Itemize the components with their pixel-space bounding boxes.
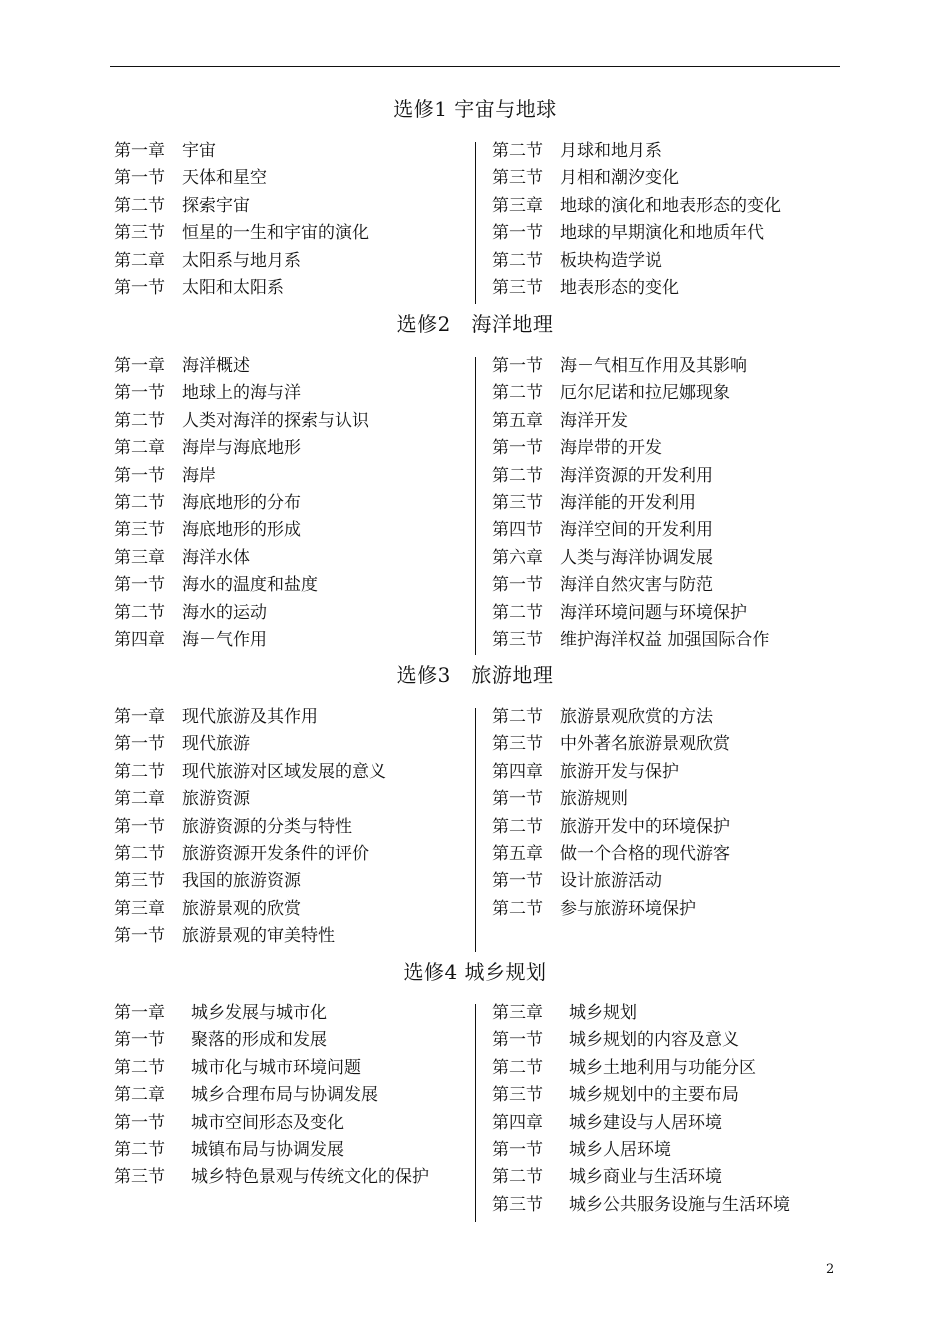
entry-number: 第二节 (114, 1139, 165, 1160)
toc-entry (492, 248, 842, 275)
entry-title: 旅游景观的欣赏 (182, 898, 301, 919)
entry-title: 海洋概述 (182, 356, 250, 376)
entry-title: 天体和星空 (182, 168, 267, 189)
entry-title: 中外著名旅游景观欣赏 (560, 734, 730, 755)
entry-title: 海洋开发 (560, 410, 628, 431)
toc-right-column (492, 138, 842, 302)
entry-number: 第一节 (492, 871, 543, 892)
entry-number: 第一节 (114, 383, 165, 404)
entry-title: 做一个合格的现代游客 (560, 843, 730, 864)
entry-title: 海－气相互作用及其影响 (560, 356, 747, 376)
entry-number: 第二节 (492, 898, 543, 919)
entry-number: 第二节 (492, 602, 543, 623)
toc-entry (114, 193, 474, 220)
entry-title: 现代旅游 (182, 734, 250, 755)
entry-title: 城乡特色景观与传统文化的保护 (191, 1167, 429, 1188)
entry-number: 第一节 (114, 575, 165, 596)
entry-number: 第一章 (114, 356, 165, 376)
toc-entry (114, 1164, 474, 1191)
toc-left-column (114, 138, 474, 302)
section-title: 选修4 城乡规划 (403, 960, 547, 984)
toc-entry (492, 1110, 842, 1137)
entry-number: 第三节 (492, 1194, 543, 1215)
entry-title: 城乡商业与生活环境 (569, 1167, 722, 1188)
entry-title: 城乡土地利用与功能分区 (569, 1057, 756, 1078)
entry-title: 旅游景观的审美特性 (182, 926, 335, 947)
entry-title: 海水的温度和盐度 (182, 575, 318, 596)
toc-entry (114, 490, 474, 517)
entry-title: 厄尔尼诺和拉尼娜现象 (560, 383, 730, 404)
header-rule (110, 66, 840, 67)
entry-number: 第三章 (492, 195, 543, 216)
toc-entry (492, 193, 842, 220)
entry-number: 第二节 (114, 602, 165, 623)
toc-entry (114, 600, 474, 627)
toc-entry (114, 248, 474, 275)
entry-number: 第三节 (114, 1167, 165, 1188)
column-divider (475, 357, 476, 655)
entry-number: 第二章 (114, 1085, 165, 1106)
toc-entry (492, 759, 842, 786)
toc-entry (114, 814, 474, 841)
entry-title: 海岸带的开发 (560, 438, 662, 459)
toc-entry (492, 814, 842, 841)
entry-number: 第一节 (492, 1030, 543, 1051)
toc-entry (492, 463, 842, 490)
toc-entry (492, 704, 842, 731)
toc-entry (492, 1000, 842, 1027)
toc-entry (114, 220, 474, 247)
entry-number: 第五章 (492, 843, 543, 864)
entry-number: 第一节 (492, 356, 543, 376)
toc-entry (114, 463, 474, 490)
entry-number: 第一节 (114, 1112, 165, 1133)
toc-entry (114, 731, 474, 758)
section-title: 选修1 宇宙与地球 (393, 97, 557, 121)
toc-entry (492, 138, 842, 165)
toc-entry (492, 545, 842, 572)
section-title: 选修3 旅游地理 (396, 663, 554, 687)
entry-number: 第三节 (114, 223, 165, 244)
toc-entry (114, 275, 474, 302)
entry-title: 旅游资源开发条件的评价 (182, 843, 369, 864)
toc-entry (114, 841, 474, 868)
entry-number: 第二章 (114, 438, 165, 459)
toc-entry (114, 786, 474, 813)
entry-title: 海洋空间的开发利用 (560, 520, 713, 541)
toc-entry (492, 627, 842, 654)
toc-entry (492, 600, 842, 627)
entry-number: 第二节 (492, 1057, 543, 1078)
column-divider (475, 1004, 476, 1222)
toc-entry (114, 1137, 474, 1164)
toc-entry (114, 896, 474, 923)
entry-number: 第四节 (492, 520, 543, 541)
entry-number: 第三章 (114, 898, 165, 919)
entry-title: 现代旅游及其作用 (182, 707, 318, 727)
page-number: 2 (826, 1262, 835, 1277)
toc-right-column (492, 353, 842, 654)
entry-number: 第二节 (114, 761, 165, 782)
entry-title: 城乡规划中的主要布局 (569, 1085, 739, 1106)
entry-title: 设计旅游活动 (560, 871, 662, 892)
entry-number: 第三节 (492, 492, 543, 513)
toc-entry (114, 1055, 474, 1082)
toc-entry (114, 923, 474, 950)
toc-entry (492, 490, 842, 517)
entry-number: 第二节 (492, 141, 543, 161)
entry-title: 太阳和太阳系 (182, 277, 284, 298)
entry-number: 第三章 (114, 547, 165, 568)
toc-entry (114, 1082, 474, 1109)
entry-number: 第二节 (492, 250, 543, 271)
toc-right-column (492, 1000, 842, 1219)
entry-number: 第一章 (114, 707, 165, 727)
entry-title: 太阳系与地月系 (182, 250, 301, 271)
entry-title: 维护海洋权益 加强国际合作 (560, 629, 770, 650)
entry-number: 第二节 (114, 492, 165, 513)
entry-number: 第三章 (492, 1003, 543, 1023)
entry-title: 旅游规则 (560, 789, 628, 810)
entry-title: 旅游开发中的环境保护 (560, 816, 730, 837)
entry-title: 海洋水体 (182, 547, 250, 568)
toc-entry (114, 759, 474, 786)
toc-entry (114, 380, 474, 407)
entry-number: 第二节 (492, 707, 543, 727)
entry-title: 海岸 (182, 465, 216, 486)
toc-entry (114, 627, 474, 654)
entry-title: 海底地形的形成 (182, 520, 301, 541)
entry-number: 第一节 (114, 816, 165, 837)
entry-title: 参与旅游环境保护 (560, 898, 696, 919)
entry-title: 城乡发展与城市化 (191, 1003, 327, 1023)
entry-number: 第四章 (114, 629, 165, 650)
entry-title: 旅游资源 (182, 789, 250, 810)
entry-title: 人类对海洋的探索与认识 (182, 410, 369, 431)
entry-number: 第四章 (492, 761, 543, 782)
toc-entry (114, 545, 474, 572)
toc-entry (114, 517, 474, 544)
toc-entry (114, 868, 474, 895)
entry-title: 恒星的一生和宇宙的演化 (182, 223, 369, 244)
entry-number: 第四章 (492, 1112, 543, 1133)
entry-title: 城乡合理布局与协调发展 (191, 1085, 378, 1106)
toc-entry (492, 1055, 842, 1082)
column-divider (475, 708, 476, 952)
column-divider (475, 142, 476, 304)
entry-title: 我国的旅游资源 (182, 871, 301, 892)
entry-title: 旅游景观欣赏的方法 (560, 707, 713, 727)
entry-title: 月球和地月系 (560, 141, 662, 161)
entry-title: 聚落的形成和发展 (191, 1030, 327, 1051)
toc-entry (492, 786, 842, 813)
section-title: 选修2 海洋地理 (396, 312, 554, 336)
entry-number: 第三节 (114, 871, 165, 892)
entry-title: 板块构造学说 (560, 250, 662, 271)
entry-number: 第三节 (492, 734, 543, 755)
toc-entry (492, 868, 842, 895)
entry-title: 地球的早期演化和地质年代 (560, 223, 764, 244)
entry-number: 第三节 (492, 277, 543, 298)
toc-entry (492, 1192, 842, 1219)
entry-number: 第一节 (114, 465, 165, 486)
toc-right-column (492, 704, 842, 923)
entry-title: 地球上的海与洋 (182, 383, 301, 404)
entry-number: 第一节 (492, 789, 543, 810)
entry-title: 现代旅游对区域发展的意义 (182, 761, 386, 782)
toc-entry (492, 572, 842, 599)
toc-entry (492, 1164, 842, 1191)
entry-title: 探索宇宙 (182, 195, 250, 216)
toc-entry (114, 435, 474, 462)
entry-number: 第二节 (114, 195, 165, 216)
entry-number: 第一节 (492, 575, 543, 596)
entry-title: 城乡公共服务设施与生活环境 (569, 1194, 790, 1215)
toc-entry (114, 138, 474, 165)
toc-entry (492, 841, 842, 868)
toc-entry (492, 435, 842, 462)
toc-entry (492, 1082, 842, 1109)
entry-number: 第二节 (492, 816, 543, 837)
entry-title: 宇宙 (182, 141, 216, 161)
entry-number: 第一节 (114, 926, 165, 947)
entry-title: 城市化与城市环境问题 (191, 1057, 361, 1078)
entry-number: 第一节 (492, 223, 543, 244)
entry-number: 第三节 (114, 520, 165, 541)
toc-entry (492, 731, 842, 758)
toc-left-column (114, 353, 474, 654)
entry-number: 第二节 (114, 1057, 165, 1078)
entry-number: 第一节 (114, 734, 165, 755)
toc-entry (114, 1000, 474, 1027)
entry-number: 第二节 (492, 383, 543, 404)
toc-entry (492, 220, 842, 247)
entry-number: 第一节 (492, 438, 543, 459)
toc-entry (492, 517, 842, 544)
entry-title: 海水的运动 (182, 602, 267, 623)
entry-title: 城乡建设与人居环境 (569, 1112, 722, 1133)
entry-title: 城市空间形态及变化 (191, 1112, 344, 1133)
toc-left-column (114, 704, 474, 951)
entry-title: 地球的演化和地表形态的变化 (560, 195, 781, 216)
entry-title: 海洋能的开发利用 (560, 492, 696, 513)
toc-entry (114, 353, 474, 380)
entry-title: 城乡人居环境 (569, 1139, 671, 1160)
entry-number: 第一节 (114, 168, 165, 189)
toc-entry (114, 704, 474, 731)
toc-entry (492, 275, 842, 302)
entry-title: 海岸与海底地形 (182, 438, 301, 459)
entry-number: 第一节 (114, 277, 165, 298)
entry-number: 第一章 (114, 1003, 165, 1023)
toc-entry (492, 353, 842, 380)
entry-number: 第一章 (114, 141, 165, 161)
entry-number: 第二节 (492, 465, 543, 486)
toc-entry (492, 165, 842, 192)
entry-title: 月相和潮汐变化 (560, 168, 679, 189)
entry-title: 城乡规划的内容及意义 (569, 1030, 739, 1051)
toc-entry (114, 165, 474, 192)
entry-number: 第二章 (114, 250, 165, 271)
toc-entry (492, 408, 842, 435)
entry-number: 第二节 (492, 1167, 543, 1188)
entry-title: 旅游资源的分类与特性 (182, 816, 352, 837)
entry-number: 第三节 (492, 629, 543, 650)
entry-title: 城镇布局与协调发展 (191, 1139, 344, 1160)
toc-entry (114, 1110, 474, 1137)
entry-number: 第一节 (492, 1139, 543, 1160)
toc-left-column (114, 1000, 474, 1192)
toc-entry (492, 1137, 842, 1164)
entry-title: 城乡规划 (569, 1003, 637, 1023)
entry-number: 第三节 (492, 168, 543, 189)
entry-title: 海洋自然灾害与防范 (560, 575, 713, 596)
entry-number: 第六章 (492, 547, 543, 568)
entry-number: 第二章 (114, 789, 165, 810)
toc-entry (492, 380, 842, 407)
entry-title: 海洋环境问题与环境保护 (560, 602, 747, 623)
entry-number: 第二节 (114, 843, 165, 864)
toc-entry (492, 896, 842, 923)
entry-number: 第一节 (114, 1030, 165, 1051)
entry-title: 地表形态的变化 (560, 277, 679, 298)
entry-number: 第五章 (492, 410, 543, 431)
entry-title: 海洋资源的开发利用 (560, 465, 713, 486)
entry-title: 旅游开发与保护 (560, 761, 679, 782)
toc-entry (114, 1027, 474, 1054)
entry-title: 海底地形的分布 (182, 492, 301, 513)
entry-number: 第三节 (492, 1085, 543, 1106)
entry-number: 第二节 (114, 410, 165, 431)
entry-title: 人类与海洋协调发展 (560, 547, 713, 568)
toc-entry (114, 572, 474, 599)
entry-title: 海－气作用 (182, 629, 267, 650)
toc-entry (492, 1027, 842, 1054)
toc-entry (114, 408, 474, 435)
